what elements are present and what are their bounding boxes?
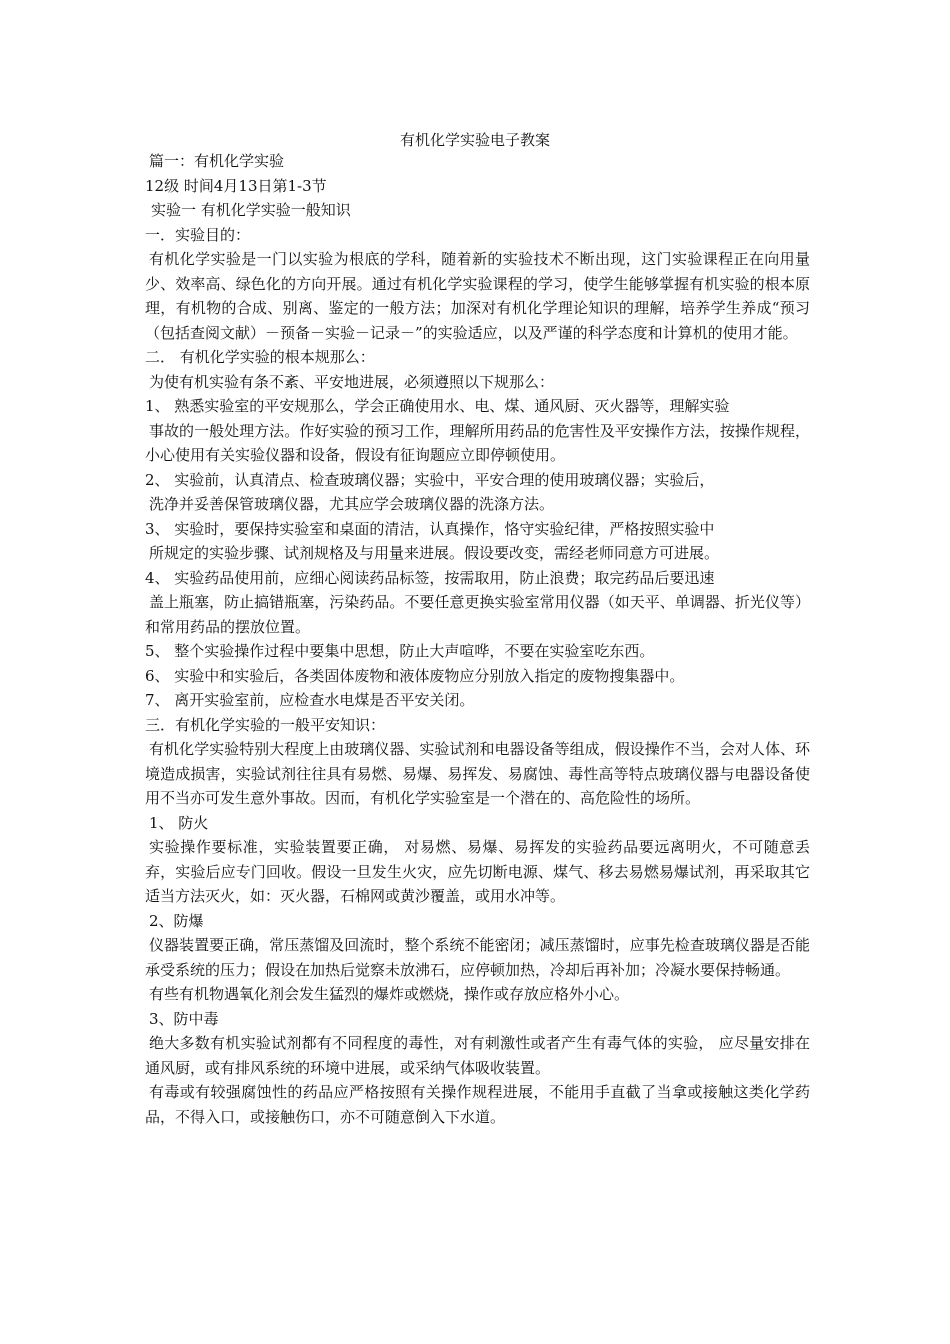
experiment-title: 实验一 有机化学实验一般知识 (151, 201, 351, 219)
poison-prevention-text: 绝大多数有机实验试剂都有不同程度的毒性，对有刺激性或者产生有毒气体的实验， 应尽量安排在通风厨，或有排风系统的环境中进展，或采纳气体吸收装置。 (145, 1034, 810, 1077)
rule-1-continuation: 事故的一般处理方法。作好实验的预习工作，理解所用药品的危害性及平安操作方法，按操作规程，小心使用有关实验仪器和设备，假设有征询题应立即停顿使用。 (145, 421, 810, 464)
rule-3-continuation: 所规定的实验步骤、试剂规格及与用量来进展。假设要改变，需经老师同意方可进展。 (149, 544, 720, 562)
document-body (145, 149, 810, 1129)
session-info: 12级 时间4月13日第1-3节 (145, 176, 327, 195)
document-title: 有机化学实验电子教案 (399, 131, 550, 149)
poison-prevention-heading: 3、防中毒 (149, 1009, 219, 1028)
paragraph-objectives: 有机化学实验是一门以实验为根底的学科，随着新的实验技术不断出现，这门实验课程正在向用量少、效率高、绿色化的方向开展。通过有机化学实验课程的学习，使学生能够掌握有机实验的根本原理，有机物的合成、别离、鉴定的一般方法；加深对有机化学理论知识的理解，培养学生养成“预习（包括查阅文献）－预备－实验－记录－”的实验适应，以及严谨的科学态度和计算机的使用才能。 (145, 250, 810, 342)
fire-prevention-heading: 1、 防火 (149, 813, 209, 832)
paragraph-safety: 有机化学实验特别大程度上由玻璃仪器、实验试剂和电器设备等组成，假设操作不当，会对人体、环境造成损害，实验试剂往往具有易燃、易爆、易挥发、易腐蚀、毒性高等特点玻璃仪器与电器设备使用不当亦可发生意外事故。因而，有机化学实验室是一个潜在的、高危险性的场所。 (145, 740, 810, 807)
rule-5: 5、 整个实验操作过程中要集中思想，防止大声喧哗，不要在实验室吃东西。 (145, 642, 655, 660)
rule-2-continuation: 洗净并妥善保管玻璃仪器，尤其应学会玻璃仪器的洗涤方法。 (149, 495, 555, 513)
rule-4-first-line: 4、 实验药品使用前，应细心阅读药品标签，按需取用，防止浪费；取完药品后要迅速 (145, 568, 715, 587)
fire-prevention-text: 实验操作要标准，实验装置要正确， 对易燃、易爆、易挥发的实验药品要远离明火，不可随意丢弃，实验后应专门回收。假设一旦发生火灾，应先切断电源、煤气、移去易燃易爆试剂，再采取其它适当方法灭火，如：灭火器，石棉网或黄沙覆盖，或用水冲等。 (145, 838, 810, 905)
poison-prevention-note: 有毒或有较强腐蚀性的药品应严格按照有关操作规程进展，不能用手直截了当拿或接触这类化学药品，不得入口，或接触伤口，亦不可随意倒入下水道。 (145, 1083, 810, 1126)
heading-rules: 二． 有机化学实验的根本规那么： (145, 348, 375, 366)
rule-1-first-line: 1、 熟悉实验室的平安规那么，学会正确使用水、电、煤、通风厨、灭火器等，理解实验 (145, 397, 730, 415)
explosion-prevention-heading: 2、防爆 (149, 911, 204, 930)
rule-6: 6、 实验中和实验后，各类固体废物和液体废物应分别放入指定的废物搜集器中。 (145, 666, 685, 685)
section-label: 篇一：有机化学实验 (149, 152, 285, 170)
explosion-prevention-text: 仪器装置要正确，常压蒸馏及回流时，整个系统不能密闭；减压蒸馏时，应事先检查玻璃仪器是否能承受系统的压力；假设在加热后觉察未放沸石，应停顿加热，冷却后再补加；冷凝水要保持畅通。 (145, 936, 810, 979)
heading-safety: 三．有机化学实验的一般平安知识： (145, 715, 386, 734)
rules-intro: 为使有机实验有条不紊、平安地进展，必须遵照以下规那么： (149, 372, 555, 391)
heading-objectives: 一．实验目的： (145, 225, 251, 244)
rule-7: 7、 离开实验室前，应检查水电煤是否平安关闭。 (145, 691, 475, 709)
rule-2-first-line: 2、 实验前，认真清点、检查玻璃仪器；实验中，平安合理的使用玻璃仪器；实验后， (145, 470, 715, 489)
rule-3-first-line: 3、 实验时，要保持实验室和桌面的清洁，认真操作，恪守实验纪律，严格按照实验中 (145, 519, 715, 538)
explosion-prevention-note: 有些有机物遇氧化剂会发生猛烈的爆炸或燃烧，操作或存放应格外小心。 (149, 985, 630, 1003)
rule-4-continuation: 盖上瓶塞，防止搞错瓶塞，污染药品。不要任意更换实验室常用仪器（如天平、单调器、折光仪等）和常用药品的摆放位置。 (145, 593, 810, 636)
